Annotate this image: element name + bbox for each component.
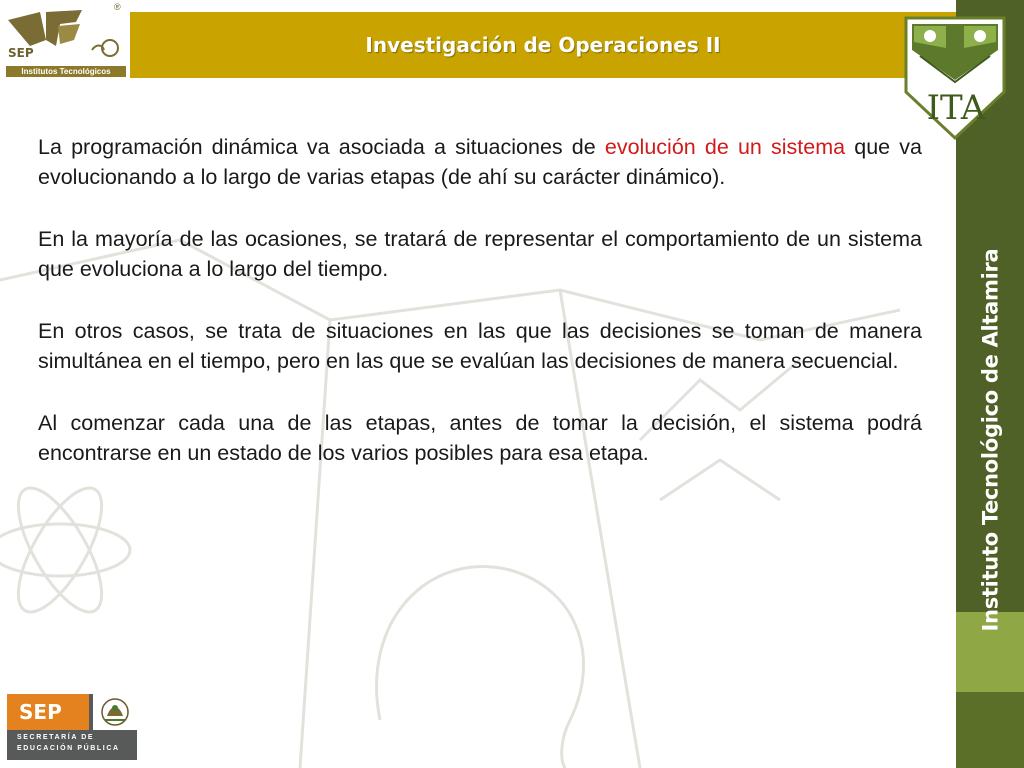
slide-title: Investigación de Operaciones II (365, 33, 721, 57)
slide-body (38, 132, 922, 500)
paragraph-4: Al comenzar cada una de las etapas, antes de tomar la decisión, el sistema podrá encontrarse en un estado de los varios posibles para esa etapa. (38, 411, 922, 465)
sep-institutos-logo (0, 0, 130, 78)
paragraph-1-highlight: evolución de un sistema (604, 135, 846, 159)
paragraph-2: En la mayoría de las ocasiones, se tratará de representar el comportamiento de un sistema que evoluciona a lo largo del tiempo. (38, 227, 922, 281)
paragraph-3: En otros casos, se trata de situaciones en las que las decisiones se toman de manera simultánea en el tiempo, pero en las que se evalúan las decisiones de manera secuencial. (38, 319, 922, 373)
sep-small-text: SEP (8, 46, 34, 60)
institution-name: Instituto Tecnológico de Altamira (978, 248, 1002, 632)
institution-vertical-label (968, 248, 1012, 632)
sep-secretaria-logo (7, 694, 137, 760)
institutos-label: Institutos Tecnológicos (6, 66, 126, 77)
sep-line-2: EDUCACIÓN PÚBLICA (17, 745, 120, 752)
mexico-seal-icon (93, 694, 137, 730)
sep-brand: SEP (19, 700, 62, 724)
paragraph-1-end: que va evolucionando a lo largo de varias etapas (de ahí su carácter dinámico). (38, 135, 923, 189)
side-panel-bottom (956, 692, 1024, 768)
registered-mark: ® (114, 2, 121, 12)
paragraph-1-start: La programación dinámica va asociada a situaciones de (38, 135, 605, 159)
paragraph-1 (38, 132, 922, 192)
sep-line-1: SECRETARÍA DE (17, 734, 95, 741)
ita-crest-text: ITA (926, 88, 986, 128)
